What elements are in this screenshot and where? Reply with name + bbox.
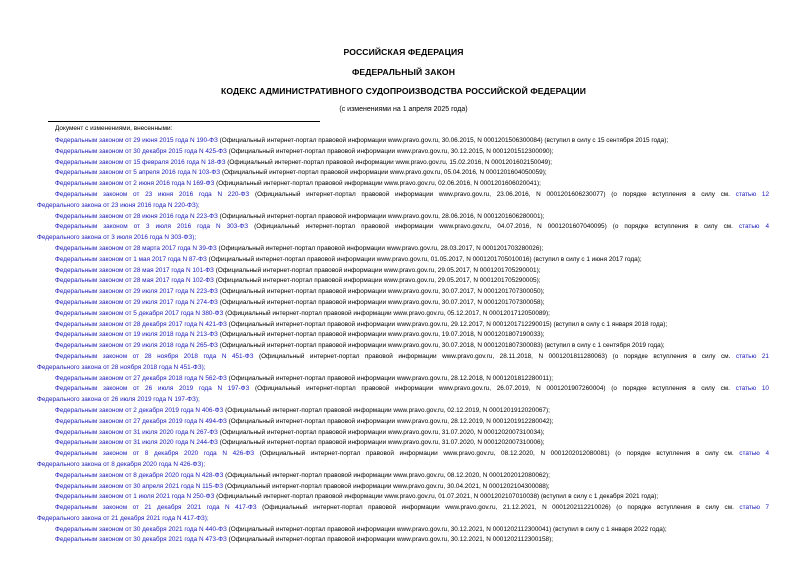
- amendment-law-link[interactable]: Федеральным законом от 29 июля 2017 года N 274-ФЗ: [55, 298, 218, 306]
- amendment-line: [37, 212, 769, 223]
- amendment-item: [37, 266, 769, 277]
- amendment-line: [37, 428, 769, 439]
- amendments-list: [37, 136, 769, 546]
- amendment-law-link[interactable]: Федеральным законом от 23 июня 2016 года N 220-ФЗ: [55, 190, 250, 198]
- amendment-line: [37, 255, 769, 266]
- amendment-item: [37, 168, 769, 179]
- amendment-line: [37, 341, 769, 352]
- amendment-publication-text: (Официальный интернет-портал правовой информации www.pravo.gov.ru, 28.03.2017, N 0001201703280026);: [216, 244, 544, 252]
- amendment-item: [37, 341, 769, 352]
- amendment-law-link[interactable]: Федеральным законом от 28 мая 2017 года N 101-ФЗ: [55, 266, 214, 274]
- amendment-publication-text: (Официальный интернет-портал правовой информации www.pravo.gov.ru, 28.06.2016, N 0001201606280001);: [217, 212, 545, 220]
- document-title: КОДЕКС АДМИНИСТРАТИВНОГО СУДОПРОИЗВОДСТВА РОССИЙСКОЙ ФЕДЕРАЦИИ: [221, 86, 586, 96]
- article-link-continuation[interactable]: Федерального закона от 3 июля 2016 года N 303-ФЗ);: [37, 234, 197, 242]
- amendment-item: [37, 330, 769, 341]
- amendment-item: [37, 384, 769, 406]
- amendment-line: [37, 136, 769, 147]
- article-link[interactable]: статью 21: [730, 352, 769, 360]
- amendment-item: [37, 482, 769, 493]
- amendment-line: [37, 309, 769, 320]
- amendment-item: [37, 492, 769, 503]
- amendment-item: [37, 212, 769, 223]
- amendment-law-link[interactable]: Федеральным законом от 28 марта 2017 года N 39-ФЗ: [55, 244, 217, 252]
- amendment-line: [37, 190, 769, 201]
- amendment-publication-text: (Официальный интернет-портал правовой информации www.pravo.gov.ru, 28.12.2018, N 0001201812280011);: [226, 374, 553, 382]
- amendment-law-link[interactable]: Федеральным законом от 29 июля 2017 года N 223-ФЗ: [55, 288, 218, 296]
- amendment-item: [37, 158, 769, 169]
- amendment-law-link[interactable]: Федеральным законом от 1 мая 2017 года N 87-ФЗ: [55, 255, 207, 263]
- amendment-publication-text: (Официальный интернет-портал правовой информации www.pravo.gov.ru, 29.12.2017, N 0001201712290015) (вступил в силу с 1 января 2018 года);: [226, 320, 668, 328]
- amendment-law-link[interactable]: Федеральным законом от 29 июня 2015 года N 190-ФЗ: [55, 137, 218, 144]
- amendment-publication-text: (Официальный интернет-портал правовой информации www.pravo.gov.ru, 30.07.2017, N 0001201707300050);: [217, 288, 545, 296]
- amendment-line: [37, 222, 769, 233]
- amendment-line: [37, 287, 769, 298]
- amendment-publication-text: (Официальный интернет-портал правовой информации www.pravo.gov.ru, 21.12.2021, N 0001202112210026) (о порядке вступления в силу см.: [256, 504, 734, 512]
- amendment-law-link[interactable]: Федеральным законом от 2 июня 2016 года N 169-ФЗ: [55, 180, 215, 188]
- amendment-item: [37, 406, 769, 417]
- amendment-publication-text: (Официальный интернет-портал правовой информации www.pravo.gov.ru, 01.07.2021, N 0001202107010038) (вступил в силу с 1 декабря 2021 года);: [214, 493, 659, 501]
- amendment-publication-text: (Официальный интернет-портал правовой информации www.pravo.gov.ru, 29.05.2017, N 0001201705290001);: [213, 266, 541, 274]
- amendment-line: [37, 147, 769, 158]
- amendment-publication-text: (Официальный интернет-портал правовой информации www.pravo.gov.ru, 15.02.2016, N 0001201602150049);: [225, 158, 553, 166]
- article-link-continuation[interactable]: Федерального закона от 26 июля 2019 года N 197-ФЗ);: [37, 396, 200, 404]
- amendment-publication-text: (Официальный интернет-портал правовой информации www.pravo.gov.ru, 30.06.2015, N 0001201506300084) (вступил в силу с 15 сентября 2015 года);: [217, 137, 669, 144]
- amendment-publication-text: (Официальный интернет-портал правовой информации www.pravo.gov.ru, 19.07.2018, N 0001201807190033);: [217, 331, 545, 339]
- article-link[interactable]: статью 7: [733, 504, 769, 512]
- amendment-line: [37, 298, 769, 309]
- amendment-line: [37, 449, 769, 460]
- amendment-line: [37, 158, 769, 169]
- article-link[interactable]: статью 10: [729, 385, 769, 393]
- amendment-publication-text: (Официальный интернет-портал правовой информации www.pravo.gov.ru, 29.05.2017, N 0001201705290005);: [213, 277, 541, 285]
- amendment-line: [37, 352, 769, 363]
- divider-line: [48, 121, 320, 122]
- amendment-line: [37, 320, 769, 331]
- amendment-law-link[interactable]: Федеральным законом от 1 июля 2021 года N 250-ФЗ: [55, 493, 215, 501]
- amendment-publication-text: (Официальный интернет-портал правовой информации www.pravo.gov.ru, 31.07.2020, N 0001202007310006);: [217, 439, 545, 447]
- amendment-publication-text: (Официальный интернет-портал правовой информации www.pravo.gov.ru, 08.12.2020, N 0001202012080081) (о порядке вступления в силу см.: [254, 450, 734, 458]
- amendment-law-link[interactable]: Федеральным законом от 30 декабря 2015 года N 425-ФЗ: [55, 147, 227, 155]
- amendment-item: [37, 298, 769, 309]
- article-link-continuation[interactable]: Федерального закона от 21 декабря 2021 года N 417-ФЗ);: [37, 514, 209, 522]
- amendment-law-link[interactable]: Федеральным законом от 21 декабря 2021 года N 417-ФЗ: [55, 504, 257, 512]
- amendment-law-link[interactable]: Федеральным законом от 27 декабря 2018 года N 562-ФЗ: [55, 374, 227, 382]
- amendment-law-link[interactable]: Федеральным законом от 29 июля 2018 года N 265-ФЗ: [55, 342, 218, 350]
- amendment-law-link[interactable]: Федеральным законом от 28 ноября 2018 года N 451-ФЗ: [55, 352, 254, 360]
- amendment-law-link[interactable]: Федеральным законом от 15 февраля 2016 года N 18-ФЗ: [55, 158, 226, 166]
- amendment-law-link[interactable]: Федеральным законом от 26 июля 2019 года N 197-ФЗ: [55, 385, 250, 393]
- amendment-item: [37, 320, 769, 331]
- amendment-item: [37, 428, 769, 439]
- amendment-item: [37, 503, 769, 525]
- amendment-law-link[interactable]: Федеральным законом от 3 июля 2016 года N 303-ФЗ: [55, 223, 249, 231]
- amendment-line: [37, 384, 769, 395]
- amendment-item: [37, 525, 769, 536]
- amendment-item: [37, 471, 769, 482]
- amendment-publication-text: (Официальный интернет-портал правовой информации www.pravo.gov.ru, 02.06.2016, N 0001201606020041);: [214, 180, 541, 188]
- amendment-item: [37, 276, 769, 287]
- article-link[interactable]: статью 12: [729, 190, 769, 198]
- amendment-publication-text: (Официальный интернет-портал правовой информации www.pravo.gov.ru, 30.12.2021, N 0001202112300158);: [226, 536, 553, 544]
- amendment-line: [37, 406, 769, 417]
- amendment-law-link[interactable]: Федеральным законом от 19 июля 2018 года N 213-ФЗ: [55, 331, 218, 339]
- amendment-item: [37, 222, 769, 244]
- amendment-line: [37, 168, 769, 179]
- amendment-line: [37, 374, 769, 385]
- amendment-item: [37, 255, 769, 266]
- amendment-publication-text: (Официальный интернет-портал правовой информации www.pravo.gov.ru, 30.07.2017, N 0001201707300058);: [217, 298, 545, 306]
- amendment-publication-text: (Официальный интернет-портал правовой информации www.pravo.gov.ru, 05.12.2017, N 0001201712050089);: [223, 309, 550, 317]
- amendment-line: [37, 266, 769, 277]
- amendment-line: [37, 179, 769, 190]
- amendment-law-link[interactable]: Федеральным законом от 30 декабря 2021 года N 473-ФЗ: [55, 536, 227, 544]
- amendment-line: [37, 503, 769, 514]
- amendment-item: [37, 136, 769, 147]
- amendment-law-link[interactable]: Федеральным законом от 31 июля 2020 года N 267-ФЗ: [55, 428, 218, 436]
- amendment-item: [37, 449, 769, 471]
- amendment-law-link[interactable]: Федеральным законом от 31 июля 2020 года N 244-ФЗ: [55, 439, 218, 447]
- amendment-publication-text: (Официальный интернет-портал правовой информации www.pravo.gov.ru, 05.04.2016, N 0001201604050059);: [220, 169, 547, 177]
- amendment-item: [37, 417, 769, 428]
- amendment-line: [37, 330, 769, 341]
- amendment-item: [37, 287, 769, 298]
- article-link-continuation[interactable]: Федерального закона от 8 декабря 2020 года N 426-ФЗ);: [37, 460, 206, 468]
- amendment-publication-text: (Официальный интернет-портал правовой информации www.pravo.gov.ru, 28.11.2018, N 0001201811280063) (о порядке вступления в силу см.: [253, 352, 731, 360]
- amendment-line: [37, 525, 769, 536]
- amendment-publication-text: (Официальный интернет-портал правовой информации www.pravo.gov.ru, 01.05.2017, N 0001201705010016) (вступил в силу с 1 июня 2017 года);: [206, 255, 642, 263]
- amendment-item: [37, 190, 769, 212]
- amendment-law-link[interactable]: Федеральным законом от 28 декабря 2017 года N 421-ФЗ: [55, 320, 227, 328]
- amendment-line: [37, 276, 769, 287]
- amendment-publication-text: (Официальный интернет-портал правовой информации www.pravo.gov.ru, 31.07.2020, N 0001202007310034);: [217, 428, 545, 436]
- amendment-line: [37, 482, 769, 493]
- amendment-line: [37, 417, 769, 428]
- article-link[interactable]: статью 4: [732, 223, 769, 231]
- amendment-line: [37, 438, 769, 449]
- amendment-item: [37, 352, 769, 374]
- amendment-publication-text: (Официальный интернет-портал правовой информации www.pravo.gov.ru, 02.12.2019, N 0001201912020067);: [223, 406, 550, 414]
- amendment-law-link[interactable]: Федеральным законом от 27 декабря 2019 года N 494-ФЗ: [55, 417, 227, 425]
- amendments-intro: Документ с изменениями, внесенными:: [55, 125, 173, 132]
- amendment-line: [37, 492, 769, 503]
- amendment-item: [37, 309, 769, 320]
- amendment-item: [37, 147, 769, 158]
- amendment-law-link[interactable]: Федеральным законом от 2 декабря 2019 года N 406-ФЗ: [55, 406, 224, 414]
- amendment-publication-text: (Официальный интернет-портал правовой информации www.pravo.gov.ru, 04.07.2016, N 0001201607040095) (о порядке вступления в силу см.: [248, 223, 733, 231]
- amendment-publication-text: (Официальный интернет-портал правовой информации www.pravo.gov.ru, 08.12.2020, N 0001202012080062);: [223, 471, 550, 479]
- amendment-line: [37, 535, 769, 546]
- amendment-law-link[interactable]: Федеральным законом от 8 декабря 2020 года N 428-ФЗ: [55, 471, 224, 479]
- article-link-continuation[interactable]: Федерального закона от 23 июня 2016 года N 220-ФЗ);: [37, 201, 200, 209]
- amendment-line: [37, 471, 769, 482]
- country-heading: РОССИЙСКАЯ ФЕДЕРАЦИЯ: [343, 47, 464, 57]
- article-link-continuation[interactable]: Федерального закона от 28 ноября 2018 года N 451-ФЗ);: [37, 363, 206, 371]
- amendment-law-link[interactable]: Федеральным законом от 28 мая 2017 года N 102-ФЗ: [55, 277, 214, 285]
- edition-note: (с изменениями на 1 апреля 2025 года): [339, 106, 468, 113]
- article-link[interactable]: статью 4: [733, 450, 769, 458]
- amendment-item: [37, 535, 769, 546]
- amendment-publication-text: (Официальный интернет-портал правовой информации www.pravo.gov.ru, 30.04.2021, N 0001202104300088);: [223, 482, 550, 490]
- law-type-heading: ФЕДЕРАЛЬНЫЙ ЗАКОН: [351, 67, 456, 77]
- amendment-publication-text: (Официальный интернет-портал правовой информации www.pravo.gov.ru, 23.06.2016, N 0001201606230077) (о порядке вступления в силу см.: [249, 190, 730, 198]
- amendment-publication-text: (Официальный интернет-портал правовой информации www.pravo.gov.ru, 30.07.2018, N 0001201807300083) (вступил в силу с 1 сентября 2019 года);: [217, 342, 665, 350]
- amendment-item: [37, 374, 769, 385]
- amendment-law-link[interactable]: Федеральным законом от 5 декабря 2017 года N 380-ФЗ: [55, 309, 224, 317]
- amendment-item: [37, 179, 769, 190]
- amendment-law-link[interactable]: Федеральным законом от 28 июня 2016 года N 223-ФЗ: [55, 212, 218, 220]
- amendment-item: [37, 438, 769, 449]
- amendment-item: [37, 244, 769, 255]
- amendment-law-link[interactable]: Федеральным законом от 8 декабря 2020 года N 426-ФЗ: [55, 450, 255, 458]
- amendment-publication-text: (Официальный интернет-портал правовой информации www.pravo.gov.ru, 30.12.2015, N 0001201512300090);: [226, 147, 554, 155]
- amendment-publication-text: (Официальный интернет-портал правовой информации www.pravo.gov.ru, 26.07.2019, N 0001201907260004) (о порядке вступления в силу см.: [249, 385, 730, 393]
- amendment-law-link[interactable]: Федеральным законом от 30 апреля 2021 года N 115-ФЗ: [55, 482, 224, 490]
- amendment-law-link[interactable]: Федеральным законом от 5 апреля 2016 года N 103-ФЗ: [55, 169, 221, 177]
- amendment-line: [37, 244, 769, 255]
- amendment-law-link[interactable]: Федеральным законом от 30 декабря 2021 года N 440-ФЗ: [55, 525, 227, 533]
- amendment-publication-text: (Официальный интернет-портал правовой информации www.pravo.gov.ru, 28.12.2019, N 0001201912280042);: [226, 417, 554, 425]
- amendment-publication-text: (Официальный интернет-портал правовой информации www.pravo.gov.ru, 30.12.2021, N 0001202112300041) (вступил в силу с 1 января 2022 года);: [226, 525, 667, 533]
